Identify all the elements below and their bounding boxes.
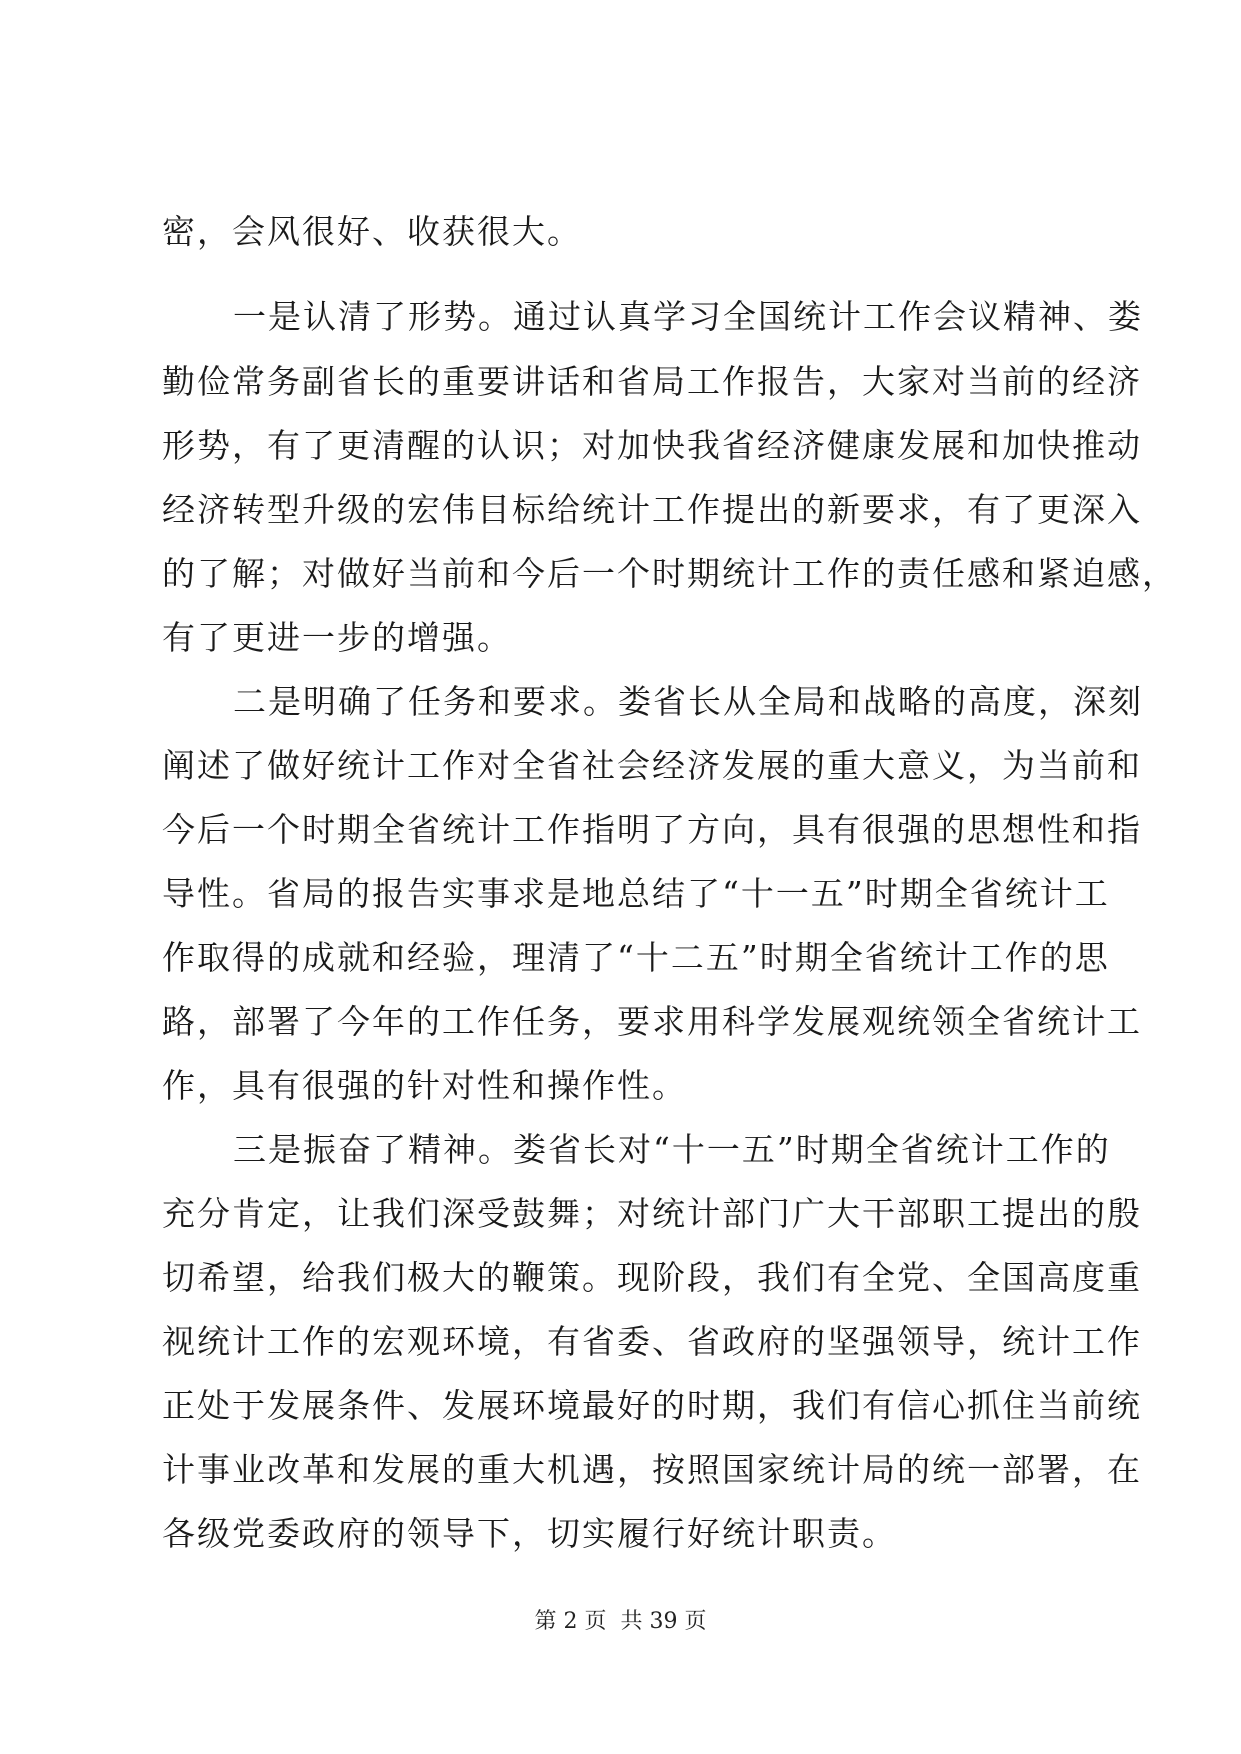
text-line: 的了解；对做好当前和今后一个时期统计工作的责任感和紧迫感， — [162, 554, 1177, 593]
text-line: 阐述了做好统计工作对全省社会经济发展的重大意义，为当前和 — [162, 746, 1142, 785]
text-line: 正处于发展条件、发展环境最好的时期，我们有信心抓住当前统 — [162, 1386, 1142, 1425]
text-line: 今后一个时期全省统计工作指明了方向，具有很强的思想性和指 — [162, 810, 1142, 849]
text-line: 勤俭常务副省长的重要讲话和省局工作报告，大家对当前的经济 — [162, 362, 1142, 401]
text-line: 一是认清了形势。通过认真学习全国统计工作会议精神、娄 — [233, 297, 1143, 336]
text-line: 计事业改革和发展的重大机遇，按照国家统计局的统一部署，在 — [162, 1450, 1142, 1489]
text-line: 作，具有很强的针对性和操作性。 — [162, 1066, 687, 1105]
text-line: 导性。省局的报告实事求是地总结了“十一五”时期全省统计工 — [162, 874, 1110, 913]
text-line: 密，会风很好、收获很大。 — [162, 212, 582, 251]
text-line: 三是振奋了精神。娄省长对“十一五”时期全省统计工作的 — [233, 1130, 1111, 1169]
text-line: 充分肯定，让我们深受鼓舞；对统计部门广大干部职工提出的殷 — [162, 1194, 1142, 1233]
text-line: 有了更进一步的增强。 — [162, 618, 512, 657]
text-line: 作取得的成就和经验，理清了“十二五”时期全省统计工作的思 — [162, 938, 1110, 977]
text-line: 形势，有了更清醒的认识；对加快我省经济健康发展和加快推动 — [162, 426, 1142, 465]
text-line: 路，部署了今年的工作任务，要求用科学发展观统领全省统计工 — [162, 1002, 1142, 1041]
text-line: 切希望，给我们极大的鞭策。现阶段，我们有全党、全国高度重 — [162, 1258, 1142, 1297]
text-line: 各级党委政府的领导下，切实履行好统计职责。 — [162, 1514, 897, 1553]
text-line: 视统计工作的宏观环境，有省委、省政府的坚强领导，统计工作 — [162, 1322, 1142, 1361]
page-number-footer: 第 2 页 共 39 页 — [534, 1609, 707, 1634]
text-line: 二是明确了任务和要求。娄省长从全局和战略的高度，深刻 — [233, 682, 1143, 721]
text-line: 经济转型升级的宏伟目标给统计工作提出的新要求，有了更深入 — [162, 490, 1142, 529]
